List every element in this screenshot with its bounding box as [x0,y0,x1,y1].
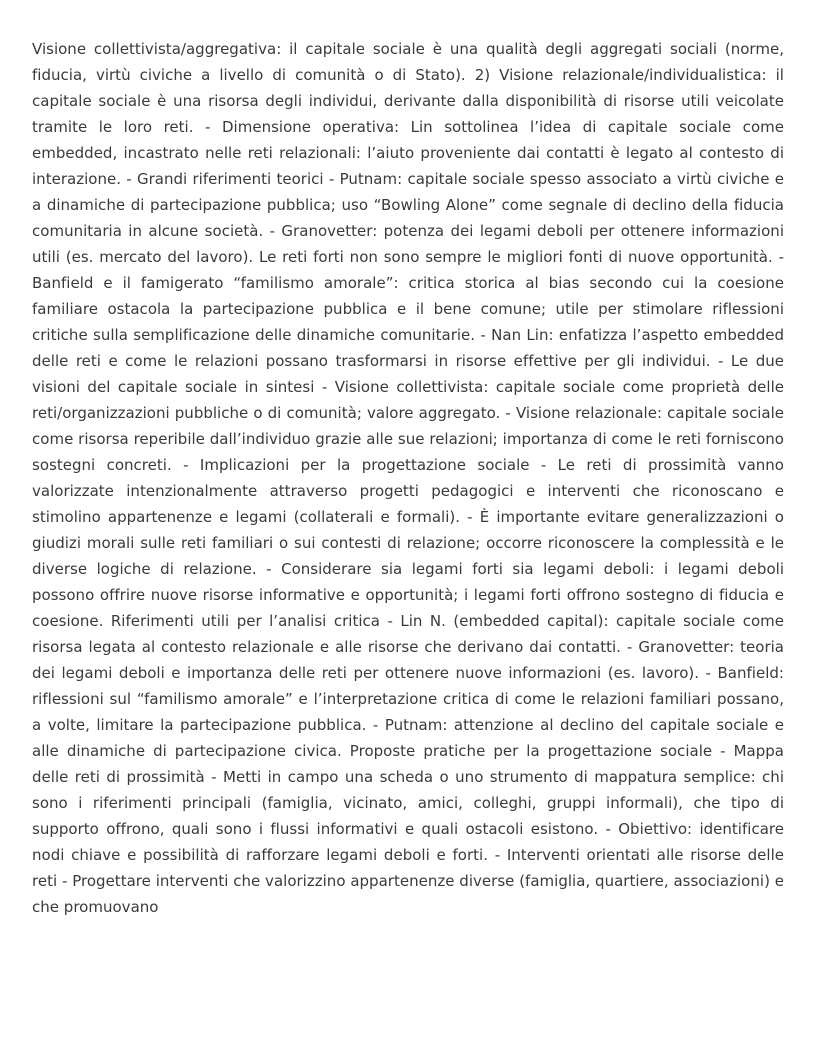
document-page [32,36,784,1046]
body-paragraph: Visione collettivista/aggregativa: il capitale sociale è una qualità degli aggregati sociali (norme, fiducia, virtù civiche a livello di comunità o di Stato). 2) Visione relazionale/individualistica: il capitale sociale è una risorsa degli individui, derivante dalla disponibilità di risorse utili veicolate tramite le loro reti. - Dimensione operativa: Lin sottolinea l’idea di capitale sociale come embedded, incastrato nelle reti relazionali: l’aiuto proveniente dai contatti è legato al contesto di interazione. - Grandi riferimenti teorici - Putnam: capitale sociale spesso associato a virtù civiche e a dinamiche di partecipazione pubblica; uso “Bowling Alone” come segnale di declino della fiducia comunitaria in alcune società. - Granovetter: potenza dei legami deboli per ottenere informazioni utili (es. mercato del lavoro). Le reti forti non sono sempre le migliori fonti di nuove opportunità. - Banfield e il famigerato “familismo amorale”: critica storica al bias secondo cui la coesione familiare ostacola la partecipazione pubblica e il bene comune; utile per stimolare riflessioni critiche sulla semplificazione delle dinamiche comunitarie. - Nan Lin: enfatizza l’aspetto embedded delle reti e come le relazioni possano trasformarsi in risorse effettive per gli individui. - Le due visioni del capitale sociale in sintesi - Visione collettivista: capitale sociale come proprietà delle reti/organizzazioni pubbliche o di comunità; valore aggregato. - Visione relazionale: capitale sociale come risorsa reperibile dall’individuo grazie alle sue relazioni; importanza di come le reti forniscono sostegni concreti. - Implicazioni per la progettazione sociale - Le reti di prossimità vanno valorizzate intenzionalmente attraverso progetti pedagogici e interventi che riconoscano e stimolino appartenenze e legami (collaterali e formali). - È importante evitare generalizzazioni o giudizi morali sulle reti familiari o sui contesti di relazione; occorre riconoscere la complessità e le diverse logiche di relazione. - Considerare sia legami forti sia legami deboli: i legami deboli possono offrire nuove risorse informative e opportunità; i legami forti offrono sostegno di fiducia e coesione. Riferimenti utili per l’analisi critica - Lin N. (embedded capital): capitale sociale come risorsa legata al contesto relazionale e alle risorse che derivano dai contatti. - Granovetter: teoria dei legami deboli e importanza delle reti per ottenere nuove informazioni (es. lavoro). - Banfield: riflessioni sul “familismo amorale” e l’interpretazione critica di come le relazioni familiari possano, a volte, limitare la partecipazione pubblica. - Putnam: attenzione al declino del capitale sociale e alle dinamiche di partecipazione civica. Proposte pratiche per la progettazione sociale - Mappa delle reti di prossimità - Metti in campo una scheda o uno strumento di mappatura semplice: chi sono i riferimenti principali (famiglia, vicinato, amici, colleghi, gruppi informali), che tipo di supporto offrono, quali sono i flussi informativi e quali ostacoli esistono. - Obiettivo: identificare nodi chiave e possibilità di rafforzare legami deboli e forti. - Interventi orientati alle risorse delle reti - Progettare interventi che valorizzino appartenenze diverse (famiglia, quartiere, associazioni) e che promuovano [32,40,784,916]
